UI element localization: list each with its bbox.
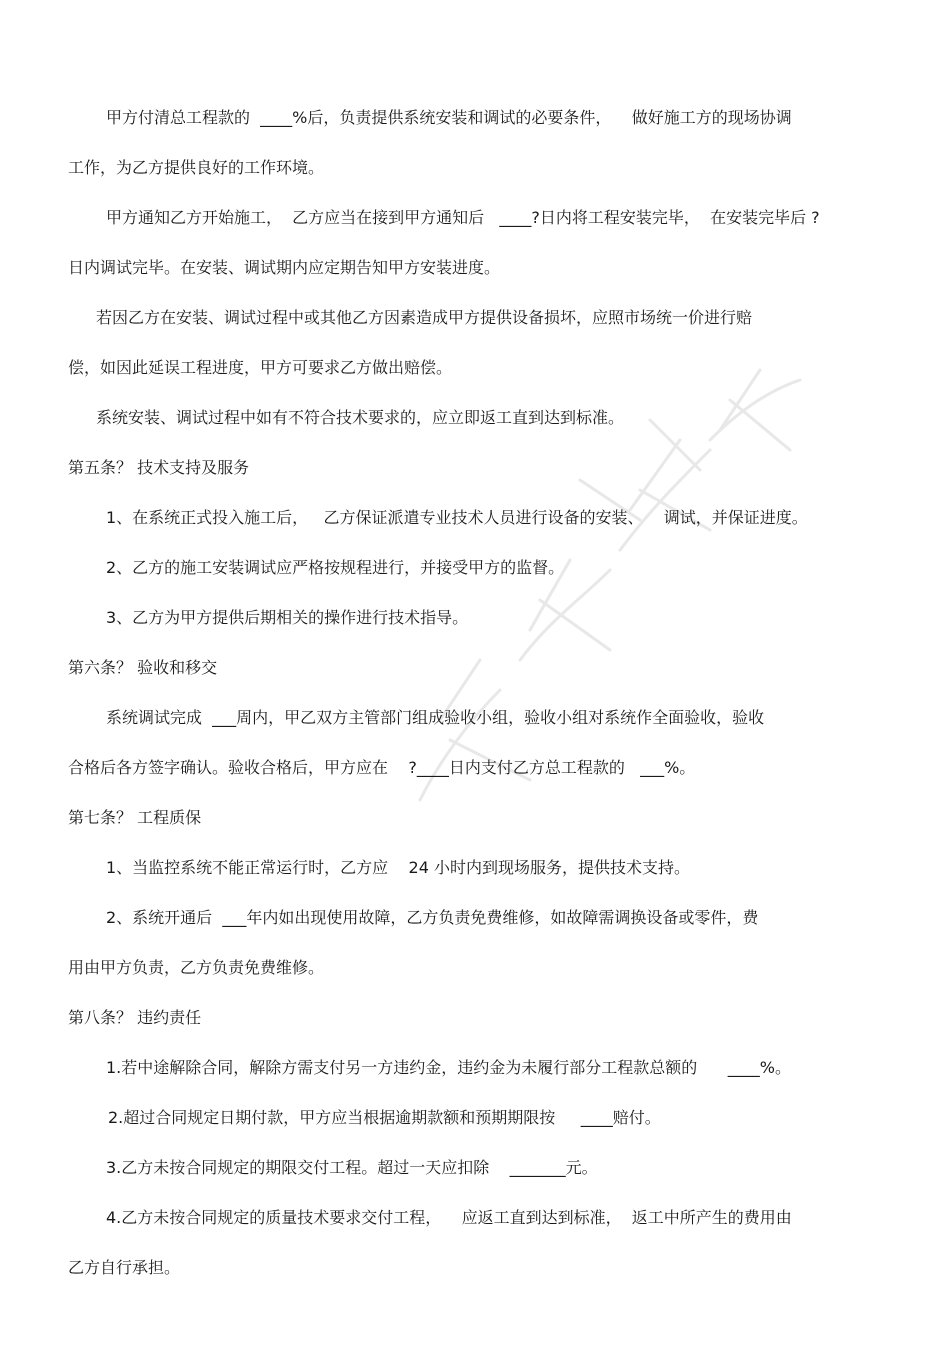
paragraph-line: 系统调试完成 ___周内，甲乙双方主管部门组成验收小组，验收小组对系统作全面验收，验收: [106, 708, 765, 727]
section-heading: 第六条？ 验收和移交: [68, 658, 218, 677]
paragraph-line: 合格后各方签字确认。验收合格后，甲方应在 ?____日内支付乙方总工程款的 ___%。: [68, 758, 696, 777]
paragraph-line: 乙方自行承担。: [68, 1258, 181, 1277]
list-item: 2、系统开通后 ___年内如出现使用故障，乙方负责免费维修，如故障需调换设备或零件，费: [106, 908, 759, 927]
paragraph-line: 系统安装、调试过程中如有不符合技术要求的，应立即返工直到达到标准。: [96, 408, 625, 427]
section-heading: 第七条？ 工程质保: [68, 808, 202, 827]
list-item: 3、乙方为甲方提供后期相关的操作进行技术指导。: [106, 608, 469, 627]
section-heading: 第八条？ 违约责任: [68, 1008, 202, 1027]
list-item: 2、乙方的施工安装调试应严格按规程进行，并接受甲方的监督。: [106, 558, 565, 577]
paragraph-line: 甲方通知乙方开始施工， 乙方应当在接到甲方通知后 ____?日内将工程安装完毕， 在安装完毕后 ?: [106, 208, 820, 227]
list-item: 1、在系统正式投入施工后， 乙方保证派遣专业技术人员进行设备的安装、 调试，并保证进度。: [106, 508, 808, 527]
list-item: 1.若中途解除合同，解除方需支付另一方违约金，违约金为未履行部分工程款总额的 ____%。: [106, 1058, 791, 1077]
list-item: 4.乙方未按合同规定的质量技术要求交付工程， 应返工直到达到标准， 返工中所产生的费用由: [106, 1208, 792, 1227]
paragraph-line: 工作，为乙方提供良好的工作环境。: [68, 158, 325, 177]
paragraph-line: 甲方付清总工程款的 ____%后，负责提供系统安装和调试的必要条件， 做好施工方的现场协调: [106, 108, 792, 127]
list-item: 3.乙方未按合同规定的期限交付工程。超过一天应扣除 _______元。: [106, 1158, 598, 1177]
paragraph-line: 用由甲方负责，乙方负责免费维修。: [68, 958, 325, 977]
section-heading: 第五条？ 技术支持及服务: [68, 458, 250, 477]
paragraph-line: 若因乙方在安装、调试过程中或其他乙方因素造成甲方提供设备损坏，应照市场统一价进行赔: [96, 308, 753, 327]
list-item: 2.超过合同规定日期付款，甲方应当根据逾期款额和预期期限按 ____赔付。: [108, 1108, 661, 1127]
paragraph-line: 偿，如因此延误工程进度，甲方可要求乙方做出赔偿。: [68, 358, 453, 377]
paragraph-line: 日内调试完毕。在安装、调试期内应定期告知甲方安装进度。: [68, 258, 501, 277]
list-item: 1、当监控系统不能正常运行时，乙方应 24 小时内到现场服务，提供技术支持。: [106, 858, 690, 877]
